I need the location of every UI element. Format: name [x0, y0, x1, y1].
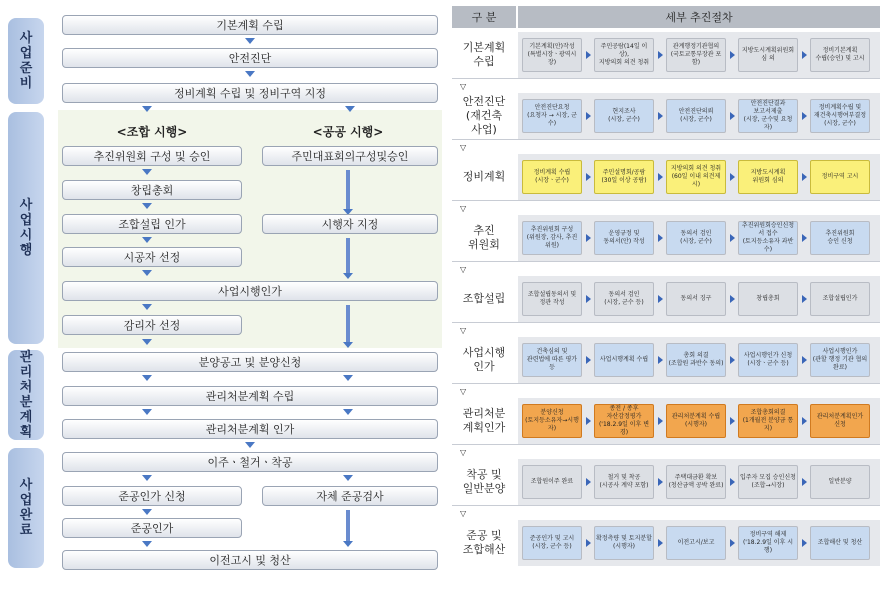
- step-arrow-icon: [586, 173, 591, 181]
- procedure-cell: 주택대금환 확보 (청산금액 공박 완료): [666, 465, 726, 499]
- procedure-cell: 추진위원회 승인 신청: [810, 221, 870, 255]
- step-arrow-icon: [586, 356, 591, 364]
- step-arrow-icon: [802, 51, 807, 59]
- flow-arrow: [343, 342, 353, 348]
- procedure-cell: 주민공람(14일 이상), 지방의회 의견 청취: [594, 38, 654, 72]
- flow-arrow: [142, 409, 152, 415]
- flow-arrow: [142, 339, 152, 345]
- flow-arrow: [343, 273, 353, 279]
- flow-arrow: [343, 475, 353, 481]
- step-arrow-icon: [586, 478, 591, 486]
- step-committee: 추진위원회 구성 및 승인: [62, 146, 242, 166]
- step-arrow-icon: [730, 173, 735, 181]
- step-maintenance-plan: 정비계획 수립 및 정비구역 지정: [62, 83, 438, 103]
- step-arrow-icon: [730, 112, 735, 120]
- procedure-cell: 입주자 모집 승인신청 (조합→시장): [738, 465, 798, 499]
- step-arrow-icon: [658, 356, 663, 364]
- row-label: 사업시행 인가: [462, 346, 506, 373]
- procedure-cell: 종전 / 종후 자산감정평가 ('18.2.9일 이후 변경): [594, 404, 654, 438]
- row-label: 착공 및 일반분양: [462, 468, 506, 495]
- step-self-inspection: 자체 준공검사: [262, 486, 438, 506]
- step-arrow-icon: [586, 295, 591, 303]
- row-separator: ▽: [452, 505, 880, 520]
- procedure-cell: 사업시행인가 신청 (시장ㆍ군수 등): [738, 343, 798, 377]
- flow-arrow: [142, 475, 152, 481]
- flow-arrow: [343, 375, 353, 381]
- header-procedure: 세부 추진절차: [518, 6, 880, 28]
- row-label: 추진 위원회: [468, 224, 500, 251]
- phase-label-text: 사업시행: [19, 198, 33, 258]
- row-separator: ▽: [452, 200, 880, 215]
- step-arrow-icon: [802, 173, 807, 181]
- procedure-cell: 철거 및 착공 (시공사 계약 포함): [594, 465, 654, 499]
- flow-line: [346, 238, 350, 274]
- step-arrow-icon: [658, 112, 663, 120]
- procedure-cell: 건축심의 및 관련법에 따른 평가 등: [522, 343, 582, 377]
- step-arrow-icon: [802, 234, 807, 242]
- step-arrow-icon: [658, 417, 663, 425]
- step-union-approval: 조합설립 인가: [62, 214, 242, 234]
- step-arrow-icon: [658, 173, 663, 181]
- step-arrow-icon: [802, 478, 807, 486]
- step-arrow-icon: [586, 234, 591, 242]
- procedure-cell: 지방도시계획 위원회 심의: [738, 160, 798, 194]
- procedure-cell: 조합원이주 완료: [522, 465, 582, 499]
- step-contractor: 시공자 선정: [62, 247, 242, 267]
- phase-label-finish: [8, 448, 44, 568]
- row-separator: ▽: [452, 78, 880, 93]
- procedure-cell: 관리처분계획 수립 (시행자): [666, 404, 726, 438]
- step-arrow-icon: [730, 234, 735, 242]
- procedure-cell: 안전진단의뢰 (시장, 군수): [666, 99, 726, 133]
- flow-arrow: [345, 106, 355, 112]
- procedure-cell: 현지조사 (시장, 군수): [594, 99, 654, 133]
- row-separator: ▽: [452, 383, 880, 398]
- procedure-cell: 사업시행인가 (관할 행정 기관 협의 완료): [810, 343, 870, 377]
- procedure-cell: 관계행정기관협의 (국토교통부장관 포함): [666, 38, 726, 72]
- step-arrow-icon: [730, 295, 735, 303]
- group-title-public: <공공 시행>: [312, 125, 384, 139]
- step-arrow-icon: [658, 539, 663, 547]
- step-completion-approval: 준공인가: [62, 518, 242, 538]
- flow-arrow: [142, 270, 152, 276]
- flow-arrow: [142, 509, 152, 515]
- flow-arrow: [142, 203, 152, 209]
- flow-arrow: [142, 169, 152, 175]
- flow-arrow: [245, 71, 255, 77]
- step-safety-diagnosis: 안전진단: [62, 48, 438, 68]
- procedure-cell: 이전고시/보고: [666, 526, 726, 560]
- row-separator: ▽: [452, 139, 880, 154]
- flow-arrow: [142, 237, 152, 243]
- flow-arrow: [343, 409, 353, 415]
- procedure-cell: 안전진단결과 보고서제출 (시장, 군수및 요청자): [738, 99, 798, 133]
- flow-arrow: [142, 541, 152, 547]
- row-separator: ▽: [452, 261, 880, 276]
- procedure-cell: 동의서 검인 (시장, 군수): [666, 221, 726, 255]
- step-arrow-icon: [730, 417, 735, 425]
- step-arrow-icon: [586, 112, 591, 120]
- flow-arrow: [142, 304, 152, 310]
- phase-label-exec: [8, 112, 44, 344]
- procedure-cell: 사업시행계획 수립: [594, 343, 654, 377]
- procedure-cell: 총회 의결 (조합원 과반수 동의): [666, 343, 726, 377]
- step-mgmt-plan: 관리처분계획 수립: [62, 386, 438, 406]
- step-arrow-icon: [802, 112, 807, 120]
- procedure-cell: 분양신청 (토지등소유자→시행자): [522, 404, 582, 438]
- step-arrow-icon: [586, 539, 591, 547]
- step-arrow-icon: [586, 417, 591, 425]
- flow-arrow: [142, 106, 152, 112]
- procedure-cell: 준공인가 및 고시 (시장, 군수 등): [522, 526, 582, 560]
- procedure-cell: 정비계획 수립 (시장ㆍ군수): [522, 160, 582, 194]
- procedure-cell: 조합총회의결 (1개월전 분양금 통지): [738, 404, 798, 438]
- row-label: 기본계획 수립: [462, 41, 506, 68]
- flow-arrow: [343, 541, 353, 547]
- step-arrow-icon: [730, 539, 735, 547]
- row-label: 정비계획: [462, 170, 506, 183]
- step-arrow-icon: [730, 478, 735, 486]
- procedure-cell: 지방의회 의견 청취 (60일 이내 의견제시): [666, 160, 726, 194]
- phase-label-text: 사업완료: [19, 478, 33, 538]
- procedure-cell: 동의서 검인 (시장, 군수 등): [594, 282, 654, 316]
- flow-line: [346, 305, 350, 343]
- step-supervisor: 감리자 선정: [62, 315, 242, 335]
- row-label: 조합설립: [462, 292, 506, 305]
- procedure-cell: 기본계획(안)작성 (특별시장ㆍ광역시장): [522, 38, 582, 72]
- row-label: 관리처분 계획인가: [462, 407, 506, 434]
- procedure-cell: 정비구역 해제 ('18.2.9일 이후 시행): [738, 526, 798, 560]
- flow-line: [346, 170, 350, 210]
- procedure-cell: 안전진단요청 (요청자 → 시장, 군수): [522, 99, 582, 133]
- procedure-cell: 관리처분계획인가 신청: [810, 404, 870, 438]
- step-mgmt-approval: 관리처분계획 인가: [62, 419, 438, 439]
- group-title-union: <조합 시행>: [116, 125, 188, 139]
- step-arrow-icon: [802, 539, 807, 547]
- step-basic-plan: 기본계획 수립: [62, 15, 438, 35]
- header-category: 구 분: [452, 6, 516, 28]
- step-arrow-icon: [658, 234, 663, 242]
- procedure-cell: 창립총회: [738, 282, 798, 316]
- step-arrow-icon: [658, 295, 663, 303]
- step-arrow-icon: [802, 295, 807, 303]
- row-separator: ▽: [452, 444, 880, 459]
- step-resident-rep: 주민대표회의구성및승인: [262, 146, 438, 166]
- row-label: 준공 및 조합해산: [462, 529, 506, 556]
- procedure-cell: 조합설립동의서 및 정관 작성: [522, 282, 582, 316]
- step-operator-designation: 시행자 지정: [262, 214, 438, 234]
- procedure-cell: 정비기본계획 수립(승인) 및 고시: [810, 38, 870, 72]
- step-founding-meeting: 창립총회: [62, 180, 242, 200]
- flow-arrow: [245, 442, 255, 448]
- procedure-cell: 추진위원회승인신청서 접수 (토지등소유자 과반수): [738, 221, 798, 255]
- procedure-cell: 확정측량 및 토지분할 (시행자): [594, 526, 654, 560]
- procedure-cell: 조합해산 및 청산: [810, 526, 870, 560]
- step-arrow-icon: [586, 51, 591, 59]
- procedure-cell: 정비계획수립 및 재건축시행여부결정 (시장, 군수): [810, 99, 870, 133]
- row-separator: ▽: [452, 322, 880, 337]
- flow-arrow: [245, 38, 255, 44]
- phase-label-mgmt: [8, 350, 44, 440]
- step-completion-request: 준공인가 신청: [62, 486, 242, 506]
- procedure-cell: 추진위원회 구성 (위원장, 감사, 추진위원): [522, 221, 582, 255]
- row-label: 안전진단 (재건축 사업): [462, 95, 506, 136]
- procedure-cell: 지방도시계획위원회 심 의: [738, 38, 798, 72]
- phase-label-text: 사업준비: [19, 31, 33, 91]
- step-relocation: 이주ㆍ철거ㆍ착공: [62, 452, 438, 472]
- step-arrow-icon: [730, 51, 735, 59]
- step-project-approval: 사업시행인가: [62, 281, 438, 301]
- procedure-cell: 정비구역 고시: [810, 160, 870, 194]
- phase-label-text: 관리처분계획: [19, 350, 33, 440]
- phase-label-prep: [8, 18, 44, 104]
- procedure-cell: 조합설립인가: [810, 282, 870, 316]
- flow-arrow: [142, 375, 152, 381]
- step-arrow-icon: [658, 478, 663, 486]
- procedure-cell: 운영규정 및 동의서(안) 작성: [594, 221, 654, 255]
- procedure-cell: 일반분양: [810, 465, 870, 499]
- flow-line: [346, 510, 350, 542]
- step-arrow-icon: [658, 51, 663, 59]
- procedure-cell: 동의서 징구: [666, 282, 726, 316]
- procedure-cell: 주민설명회/공람 (30일 이상 공람): [594, 160, 654, 194]
- step-sale-notice: 분양공고 및 분양신청: [62, 352, 438, 372]
- step-arrow-icon: [802, 356, 807, 364]
- step-transfer-notice: 이전고시 및 청산: [62, 550, 438, 570]
- step-arrow-icon: [730, 356, 735, 364]
- step-arrow-icon: [802, 417, 807, 425]
